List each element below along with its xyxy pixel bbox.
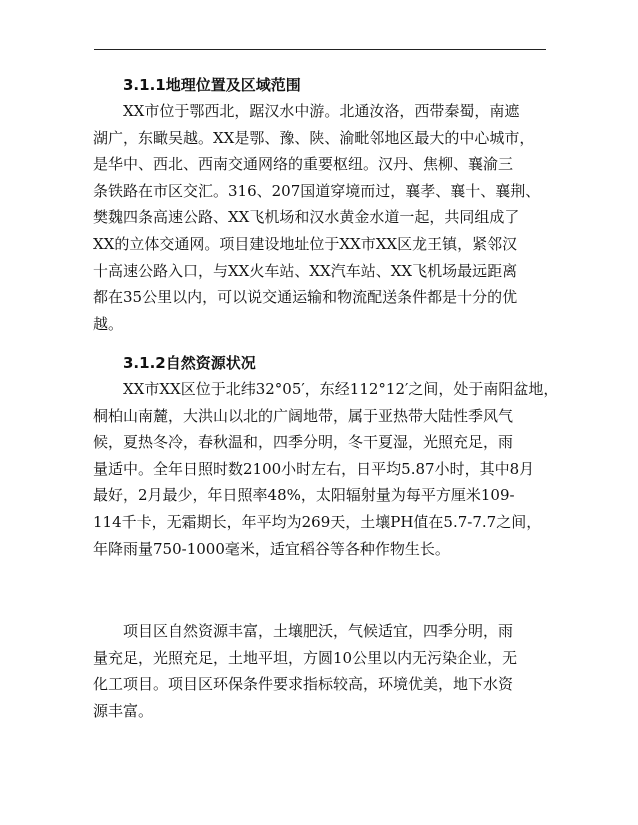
text-line: 桐柏山南麓，大洪山以北的广阔地带，属于亚热带大陆性季风气 [93, 406, 514, 425]
text-line: 年降雨量750-1000毫米，适宜稻谷等各种作物生长。 [93, 539, 450, 558]
header-rule [94, 49, 546, 50]
text-line: 114千卡，无霜期长，年平均为269天，土壤PH值在5.7-7.7之间， [93, 512, 542, 531]
text-line: 越。 [93, 314, 124, 333]
section-heading-resources: 3.1.2自然资源状况 [123, 354, 256, 372]
text-line: 源丰富。 [93, 701, 154, 720]
text-line: 候，夏热冬冷，春秋温和，四季分明，冬干夏湿，光照充足，雨 [93, 433, 514, 452]
text-line: 最好，2月最少，年日照率48%，太阳辐射量为每平方厘米109- [93, 486, 515, 505]
text-line: 樊魏四条高速公路、XX飞机场和汉水黄金水道一起，共同组成了 [93, 208, 520, 227]
text-line: 量适中。全年日照时数2100小时左右，日平均5.87小时，其中8月 [93, 459, 535, 478]
text-line: 湖广，东瞰吴越。XX是鄂、豫、陕、渝毗邻地区最大的中心城市， [93, 128, 535, 147]
paragraph-resources-1 [93, 376, 559, 562]
text-line: 项目区自然资源丰富，土壤肥沃，气候适宜，四季分明，雨 [123, 622, 514, 640]
text-line: 量充足，光照充足，土地平坦，方圆10公里以内无污染企业，无 [93, 648, 518, 667]
text-line: XX市位于鄂西北，踞汉水中游。北通汝洛，西带秦蜀，南遮 [123, 102, 520, 120]
text-line: XX市XX区位于北纬32°05′，东经112°12′之间，处于南阳盆地， [123, 380, 559, 398]
text-line: 是华中、西北、西南交通网络的重要枢纽。汉丹、焦柳、襄渝三 [93, 155, 514, 174]
text-line: XX的立体交通网。项目建设地址位于XX市XX区龙王镇，紧邻汉 [93, 234, 518, 253]
paragraph-resources-2 [93, 618, 548, 724]
text-line: 条铁路在市区交汇。316、207国道穿境而过，襄孝、襄十、襄荆、 [93, 181, 541, 200]
text-line: 十高速公路入口，与XX火车站、XX汽车站、XX飞机场最远距离 [93, 261, 518, 280]
text-line: 化工项目。项目区环保条件要求指标较高，环境优美，地下水资 [93, 675, 514, 694]
text-line: 都在35公里以内，可以说交通运输和物流配送条件都是十分的优 [93, 288, 518, 307]
paragraph-location [93, 98, 548, 337]
section-heading-location: 3.1.1地理位置及区域范围 [123, 76, 301, 94]
